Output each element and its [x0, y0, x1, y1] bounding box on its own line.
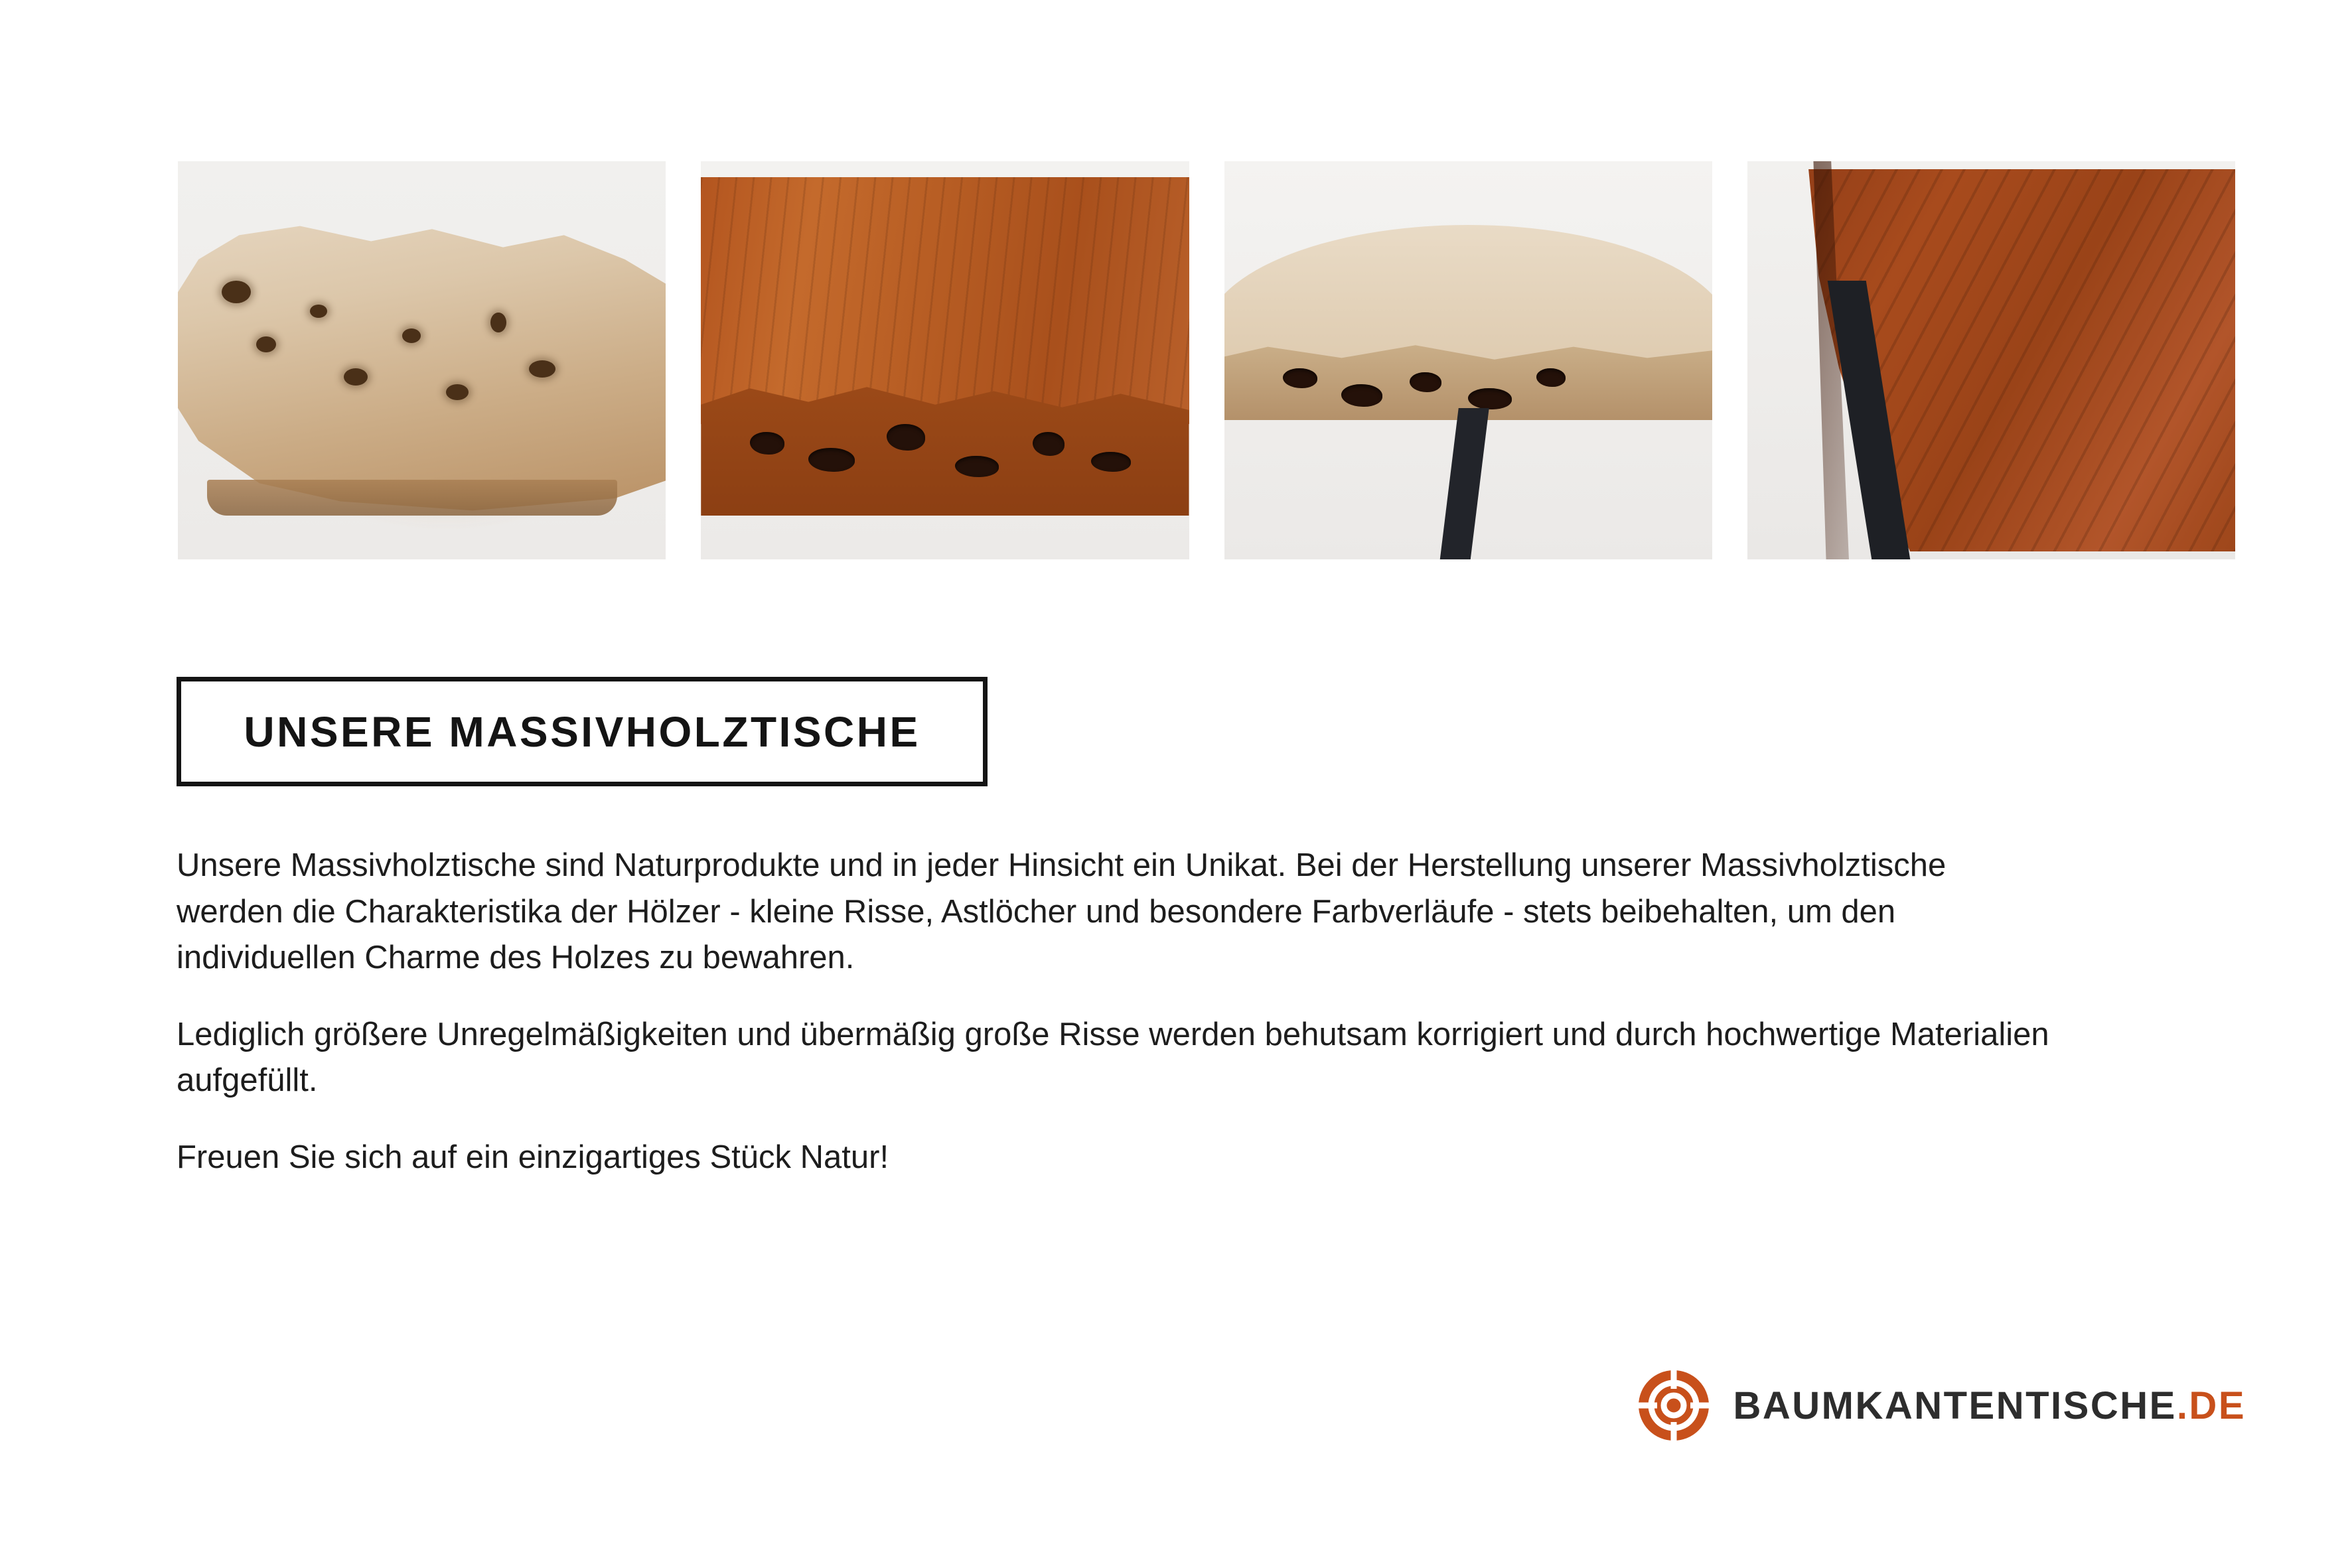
resin-void	[808, 448, 855, 472]
body-copy	[177, 843, 2055, 1180]
knot-hole	[222, 281, 251, 303]
brand-tld: .DE	[2176, 1384, 2246, 1427]
resin-void	[1410, 372, 1441, 392]
knot-hole	[402, 328, 421, 343]
wood-slab-shape	[178, 217, 666, 520]
resin-void	[1091, 452, 1131, 472]
photo-table-leg	[1747, 161, 2235, 559]
resin-void	[1033, 432, 1065, 456]
knot-hole	[490, 313, 506, 332]
brand-lockup	[1637, 1369, 2246, 1442]
paragraph-2: Lediglich größere Unregelmäßigkeiten und übermäßig große Risse werden behutsam korrigiert und durch hochwertige Materialien aufgefüllt.	[177, 1016, 2049, 1099]
brand-name	[1733, 1384, 2246, 1428]
resin-void	[1536, 368, 1566, 387]
paragraph-3: Freuen Sie sich auf ein einzigartiges Stück Natur!	[177, 1139, 889, 1175]
photo-wood-slab	[178, 161, 666, 559]
brand-name-text: BAUMKANTENTISCHE	[1733, 1384, 2177, 1427]
paragraph-1: Unsere Massivholztische sind Naturprodukte und in jeder Hinsicht ein Unikat. Bei der Herstellung unserer Massivholztische werden die Charakteristika der Hölzer - kleine Risse, Astlöcher und besondere Farbverläufe - stets beibehalten, um den individuellen Charme des Holzes zu bewahren.	[177, 847, 1947, 976]
resin-void	[750, 432, 784, 455]
knot-hole	[310, 305, 327, 318]
knot-hole	[256, 336, 276, 352]
headline-box	[177, 677, 988, 786]
wood-slab-base	[207, 480, 617, 516]
knot-hole	[344, 368, 368, 386]
photo-round-table	[1224, 161, 1712, 559]
resin-void	[1468, 388, 1512, 409]
resin-void	[1283, 368, 1317, 388]
product-detail-photos	[178, 161, 2235, 559]
photo-wood-edge	[701, 161, 1189, 559]
wood-grain-texture	[701, 177, 1189, 424]
baumkantentische-circle-logo-icon	[1637, 1369, 1710, 1442]
table-leg	[1439, 408, 1489, 559]
resin-void	[1341, 384, 1382, 407]
page-title: UNSERE MASSIVHOLZTISCHE	[244, 707, 920, 756]
